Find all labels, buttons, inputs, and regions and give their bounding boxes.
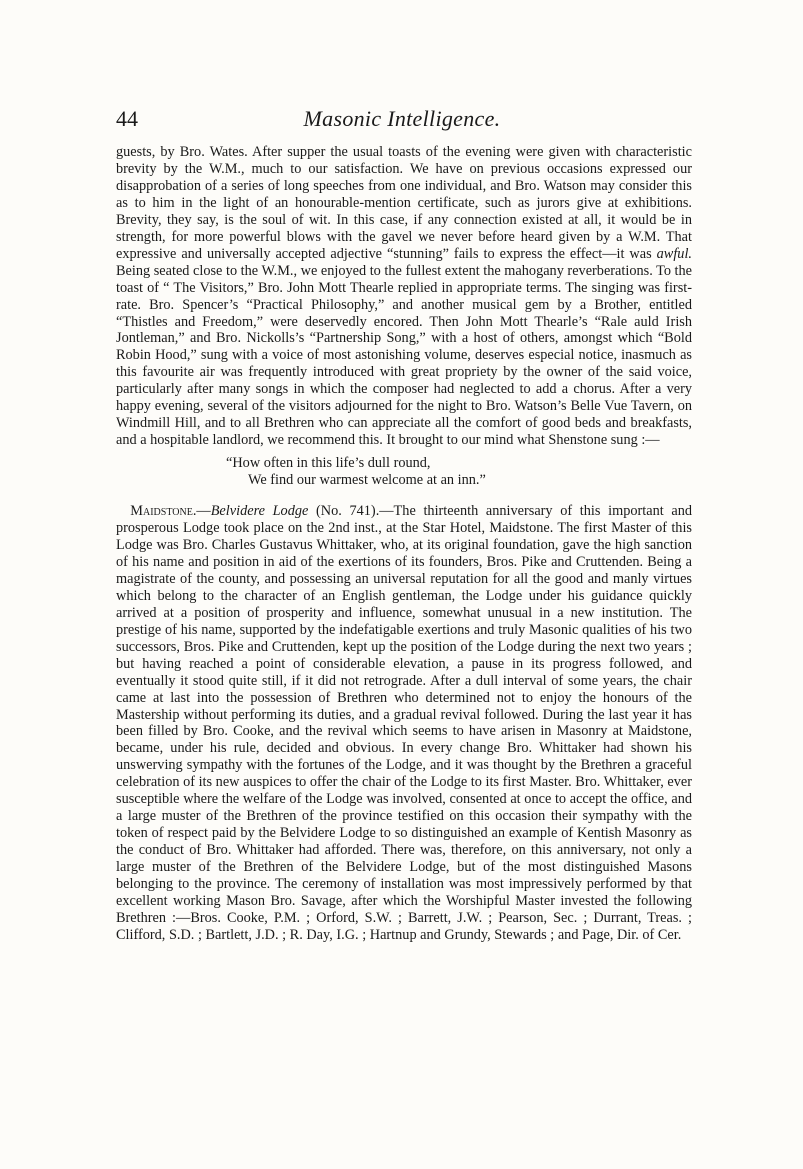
verse-line-1: “How often in this life’s dull round, bbox=[226, 455, 431, 472]
page-header bbox=[116, 106, 688, 140]
paragraph-text-continued: Being seated close to the W.M., we enjoyed to the fullest extent the mahogany reverberations. To the toast of “ The Visitors,” Bro. John Mott Thearle replied in appropriate terms. The singing was first-rate. Bro. Spencer’s “Practical Philosophy,” and another musical gem by a Brother, entitled “Thistles and Freedom,” were deservedly encored. Then John Mott Thearle’s “Rale auld Irish Jontleman,” and Bro. Nickolls’s “Partnership Song,” with a host of others, amongst which “Bold Robin Hood,” sung with a voice of most astonishing volume, deserves especial notice, inasmuch as this favourite air was frequently introduced with great propriety by the owner of the said voice, particularly after many songs in which the composer had neglected to add a chorus. After a very happy evening, several of the visitors adjourned for the night to Bro. Watson’s Belle Vue Tavern, on Windmill Hill, and to all Brethren who can appreciate all the comfort of good beds and breakfasts, and a hospitable landlord, we recommend this. It brought to our mind what Shenstone sung :— bbox=[116, 262, 693, 449]
page-number: 44 bbox=[116, 106, 138, 131]
paragraph-continued bbox=[116, 144, 692, 449]
paragraph-maidstone bbox=[116, 503, 692, 944]
article-body bbox=[116, 144, 692, 944]
heading-dash: — bbox=[196, 503, 211, 520]
paragraph-text: guests, by Bro. Wates. After supper the usual toasts of the evening were given with characteristic brevity by the W.M., much to our satisfaction. We have on previous occasions expressed our disapprobation of a series of long speeches from one individual, and Bro. Watson may consider this as to him in the light of an honourable-mention certificate, such as jurors give at exhibitions. Brevity, they say, is the soul of wit. In this case, if any connection existed at all, it would be in strength, for more powerful blows with the gavel we never before heard given by a W.M. That expressive and universally accepted adjective “stunning” fails to express the effect—it was bbox=[116, 144, 692, 262]
place-heading: Maidstone. bbox=[130, 503, 197, 520]
emphasis-awful: awful. bbox=[656, 245, 692, 262]
running-title: Masonic Intelligence. bbox=[303, 106, 501, 131]
paragraph-text: (No. 741).—The thirteenth anniversary of this important and prosperous Lodge took place on the 2nd inst., at the Star Hotel, Maidstone. The first Master of this Lodge was Bro. Charles Gustavus Whittaker, who, at its original foundation, gave the high sanction of his name and position in aid of the exertions of its founders, Bros. Pike and Cruttenden. Being a magistrate of the county, and possessing an universal reputation for all the good and manly virtues which belong to the character of an English gentleman, the Lodge under his guidance quickly arrived at a position of prosperity and influence, somewhat unusual in a new institution. The prestige of his name, supported by the indefatigable exertions and truly Masonic qualities of his two successors, Bros. Pike and Cruttenden, kept up the position of the Lodge during the next two years ; but having reached a point of considerable elevation, a pause in its progress followed, and eventually it stood quite still, if it did not retrograde. After a dull interval of some years, the chair came at last into the possession of Brethren who determined not to enjoy the honours of the Mastership without performing its duties, and a gradual revival followed. During the last year it has been filled by Bro. Cooke, and the revival which seems to have arisen in Masonry at Maidstone, became, under his rule, decided and obvious. In every change Bro. Whittaker had shown his unswerving sympathy with the fortunes of the Lodge, and it was thought by the Brethren a graceful celebration of its new auspices to offer the chair of the Lodge to its first Master. Bro. Whittaker, ever susceptible where the welfare of the Lodge was involved, consented at once to accept the office, and a large muster of the Brethren of the province testified on this occasion their sympathy with the token of respect paid by the Belvidere Lodge to so distinguished an example of Kentish Masonry as the conduct of Bro. Whittaker had afforded. There was, therefore, on this anniversary, not only a large muster of the Brethren of the Belvidere Lodge, but of the most distinguished Masons belonging to the province. The ceremony of installation was most impressively performed by that excellent working Mason Bro. Savage, after which the Worshipful Master invested the following Brethren :—Bros. Cooke, P.M. ; Orford, S.W. ; Barrett, J.W. ; Pearson, Sec. ; Durrant, Treas. ; Clifford, S.D. ; Bartlett, J.D. ; R. Day, I.G. ; Hartnup and Grundy, Stewards ; and Page, Dir. of Cer. bbox=[116, 503, 693, 943]
verse-quotation bbox=[116, 455, 692, 489]
lodge-name: Belvidere Lodge bbox=[210, 503, 309, 520]
verse-line-2: We find our warmest welcome at an inn.” bbox=[248, 472, 486, 489]
